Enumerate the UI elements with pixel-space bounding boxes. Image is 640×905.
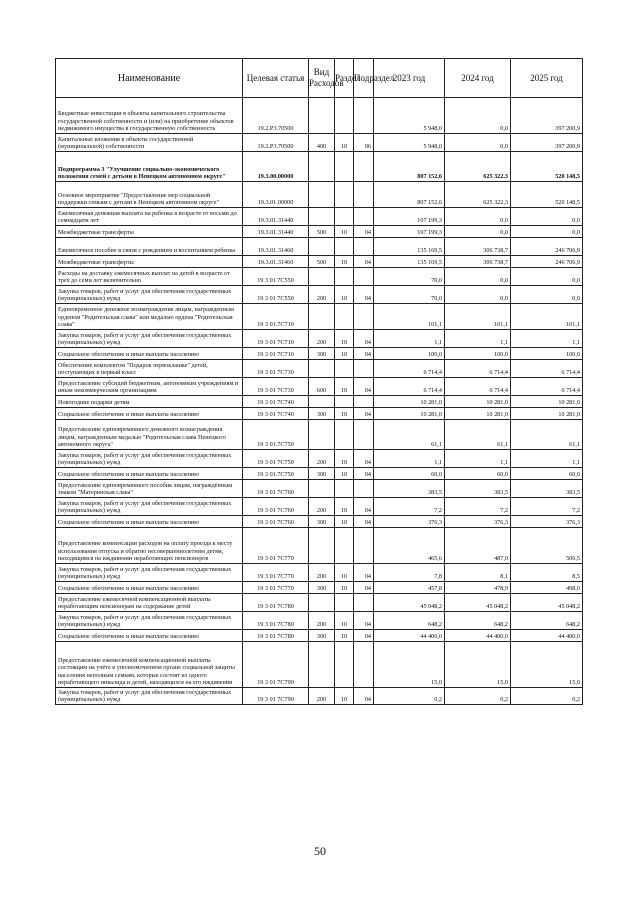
table-row <box>56 516 583 528</box>
cell-subsection: 04 <box>354 630 374 642</box>
cell-y2024: 487,0 <box>445 528 511 564</box>
cell-y2023: 807 152,6 <box>374 152 445 182</box>
cell-target: 19 3 01 7C550 <box>243 286 309 304</box>
cell-y2025: 520 148,5 <box>511 182 583 208</box>
cell-subsection <box>354 480 374 498</box>
cell-y2023: 101,1 <box>374 304 445 330</box>
cell-section <box>335 268 354 286</box>
cell-target: 19.3.01.00000 <box>243 182 309 208</box>
cell-target: 19 3 01 7C760 <box>243 480 309 498</box>
cell-subsection <box>354 396 374 408</box>
cell-y2023: 44 400,0 <box>374 630 445 642</box>
cell-subsection: 04 <box>354 582 374 594</box>
cell-type <box>309 208 335 226</box>
table-row <box>56 408 583 420</box>
cell-name: Новогодние подарки детям <box>56 396 243 408</box>
table-row <box>56 256 583 268</box>
cell-type <box>309 480 335 498</box>
cell-name: Закупка товаров, работ и услуг для обеспечения государственных (муниципальных) нужд <box>56 450 243 468</box>
cell-section <box>335 238 354 256</box>
cell-type <box>309 420 335 450</box>
cell-subsection <box>354 528 374 564</box>
cell-y2025: 397 200,9 <box>511 98 583 134</box>
cell-subsection: 04 <box>354 468 374 480</box>
cell-y2025: 15,0 <box>511 642 583 688</box>
cell-subsection <box>354 420 374 450</box>
cell-section <box>335 360 354 378</box>
cell-section: 10 <box>335 612 354 630</box>
cell-section: 10 <box>335 498 354 516</box>
cell-y2024: 306 738,7 <box>445 238 511 256</box>
cell-name: Основное мероприятие "Предоставление мер социальной поддержки семьям с детьми в Ненецком автономном округе" <box>56 182 243 208</box>
cell-section <box>335 208 354 226</box>
cell-name: Закупка товаров, работ и услуг для обеспечения государственных (муниципальных) нужд <box>56 564 243 582</box>
cell-name: Подпрограмма 3 "Улучшение социально-экономического положения семей с детьми в Ненецком автономном округе" <box>56 152 243 182</box>
cell-type <box>309 304 335 330</box>
cell-y2024: 100,0 <box>445 348 511 360</box>
cell-section: 10 <box>335 516 354 528</box>
cell-y2023: 1,1 <box>374 450 445 468</box>
cell-section: 10 <box>335 330 354 348</box>
cell-type: 300 <box>309 468 335 480</box>
cell-y2023: 45 048,2 <box>374 594 445 612</box>
table-row <box>56 134 583 152</box>
cell-target: 19 3 01 7C770 <box>243 564 309 582</box>
table-row <box>56 360 583 378</box>
cell-name: Закупка товаров, работ и услуг для обеспечения государственных (муниципальных) нужд <box>56 286 243 304</box>
cell-type <box>309 98 335 134</box>
cell-y2025: 44 400,0 <box>511 630 583 642</box>
cell-y2024: 61,1 <box>445 420 511 450</box>
cell-y2025: 10 281,0 <box>511 408 583 420</box>
table-row <box>56 238 583 256</box>
cell-y2024: 478,9 <box>445 582 511 594</box>
cell-subsection: 04 <box>354 286 374 304</box>
cell-type <box>309 642 335 688</box>
cell-name: Закупка товаров, работ и услуг для обеспечения государственных (муниципальных) нужд <box>56 612 243 630</box>
cell-name: Расходы на доставку ежемесячных выплат на детей в возрасте от трех до семи лет включительно <box>56 268 243 286</box>
table-row <box>56 468 583 480</box>
cell-y2025: 45 048,2 <box>511 594 583 612</box>
cell-y2024: 0,0 <box>445 208 511 226</box>
cell-type: 400 <box>309 134 335 152</box>
cell-name: Предоставление единовременного пособия лицам, награждённым знаком "Материнская слава" <box>56 480 243 498</box>
cell-y2025: 10 281,0 <box>511 396 583 408</box>
cell-section <box>335 182 354 208</box>
cell-name: Социальное обеспечение и иные выплаты населению <box>56 630 243 642</box>
cell-target: 19 3 01 7C710 <box>243 348 309 360</box>
cell-name: Предоставление компенсации расходов на оплату проезда к месту использования отпуска и обратно несовершеннолетним детям, находящимся на иждивении неработающих пенсионеров <box>56 528 243 564</box>
table-row <box>56 612 583 630</box>
cell-subsection: 06 <box>354 134 374 152</box>
cell-y2023: 70,0 <box>374 268 445 286</box>
cell-subsection <box>354 304 374 330</box>
cell-y2025: 0,2 <box>511 688 583 705</box>
cell-target: 19.3.01.31440 <box>243 208 309 226</box>
table-row <box>56 330 583 348</box>
header-2023: 2023 год <box>374 59 445 98</box>
cell-y2024: 625 322,3 <box>445 182 511 208</box>
cell-y2025: 246 706,9 <box>511 256 583 268</box>
table-row <box>56 688 583 705</box>
cell-name: Бюджетные инвестиции в объекты капитального строительства государственной собственности и (или) на приобретение объектов недвижимого имущества в государственную собственность <box>56 98 243 134</box>
cell-subsection: 04 <box>354 330 374 348</box>
cell-section: 10 <box>335 134 354 152</box>
cell-section <box>335 594 354 612</box>
cell-subsection: 04 <box>354 688 374 705</box>
cell-section: 10 <box>335 450 354 468</box>
cell-subsection: 04 <box>354 378 374 396</box>
cell-type: 200 <box>309 612 335 630</box>
cell-type: 300 <box>309 582 335 594</box>
cell-subsection <box>354 182 374 208</box>
cell-y2025: 60,0 <box>511 468 583 480</box>
cell-y2024: 45 048,2 <box>445 594 511 612</box>
cell-section <box>335 98 354 134</box>
cell-name: Закупка товаров, работ и услуг для обеспечения государственных (муниципальных) нужд <box>56 498 243 516</box>
cell-subsection: 04 <box>354 498 374 516</box>
cell-section: 10 <box>335 408 354 420</box>
cell-y2025: 6 714,4 <box>511 360 583 378</box>
cell-y2024: 44 400,0 <box>445 630 511 642</box>
cell-name: Социальное обеспечение и иные выплаты населению <box>56 582 243 594</box>
table-row <box>56 642 583 688</box>
cell-name: Предоставление ежемесячной компенсационной выплаты состоящим на учёте в уполномоченном органе социальной защиты населения неполным семьям, которые состоят из одного неработающего инвалида и детей, находящихся на его иждивении <box>56 642 243 688</box>
cell-y2024: 1,1 <box>445 330 511 348</box>
cell-section <box>335 480 354 498</box>
cell-y2023: 648,2 <box>374 612 445 630</box>
cell-y2023: 15,0 <box>374 642 445 688</box>
cell-y2025: 100,0 <box>511 348 583 360</box>
table-body <box>56 98 583 705</box>
cell-y2024: 0,0 <box>445 98 511 134</box>
table-row <box>56 396 583 408</box>
cell-y2023: 457,8 <box>374 582 445 594</box>
cell-section: 10 <box>335 564 354 582</box>
cell-target: 19.3.01.31440 <box>243 226 309 238</box>
cell-target: 19 3 01 7C790 <box>243 688 309 705</box>
cell-subsection: 04 <box>354 516 374 528</box>
cell-type: 300 <box>309 348 335 360</box>
cell-target: 19 3 01 7C750 <box>243 450 309 468</box>
cell-name: Социальное обеспечение и иные выплаты населению <box>56 348 243 360</box>
cell-target: 19 3 01.7C710 <box>243 304 309 330</box>
table-row <box>56 498 583 516</box>
cell-section <box>335 396 354 408</box>
table-row <box>56 582 583 594</box>
cell-y2023: 6 714,4 <box>374 360 445 378</box>
cell-target: 19 3 01 7C740 <box>243 408 309 420</box>
cell-subsection <box>354 238 374 256</box>
table-row <box>56 564 583 582</box>
cell-section: 10 <box>335 348 354 360</box>
cell-target: 19 3 01.7C750 <box>243 468 309 480</box>
cell-subsection: 04 <box>354 226 374 238</box>
cell-type: 300 <box>309 630 335 642</box>
cell-type: 300 <box>309 516 335 528</box>
cell-y2025: 61,1 <box>511 420 583 450</box>
table-row <box>56 630 583 642</box>
cell-section <box>335 152 354 182</box>
cell-y2024: 383,5 <box>445 480 511 498</box>
cell-section <box>335 420 354 450</box>
cell-subsection <box>354 268 374 286</box>
cell-section: 10 <box>335 378 354 396</box>
cell-y2025: 101,1 <box>511 304 583 330</box>
cell-y2025: 648,2 <box>511 612 583 630</box>
cell-subsection: 04 <box>354 408 374 420</box>
table-row <box>56 98 583 134</box>
cell-subsection: 04 <box>354 450 374 468</box>
cell-y2024: 6 714,4 <box>445 378 511 396</box>
cell-section <box>335 642 354 688</box>
cell-y2024: 306 738,7 <box>445 256 511 268</box>
cell-target: 19 3 01 7C740 <box>243 396 309 408</box>
cell-subsection <box>354 208 374 226</box>
cell-y2024: 0,0 <box>445 286 511 304</box>
cell-section <box>335 528 354 564</box>
cell-target: 19 3 01 7C780 <box>243 594 309 612</box>
page-number: 50 <box>314 844 326 858</box>
table-row <box>56 268 583 286</box>
cell-y2025: 506,5 <box>511 528 583 564</box>
cell-y2025: 376,3 <box>511 516 583 528</box>
table-row <box>56 182 583 208</box>
cell-y2023: 10 281,0 <box>374 408 445 420</box>
cell-y2023: 1,1 <box>374 330 445 348</box>
cell-target: 19 3 01 7C730 <box>243 378 309 396</box>
cell-type: 600 <box>309 378 335 396</box>
header-name: Наименование <box>56 59 243 98</box>
cell-type: 300 <box>309 408 335 420</box>
cell-type <box>309 396 335 408</box>
cell-name: Предоставление единовременного денежного вознаграждения лицам, награжденным медалью "Родительская слава Ненецкого автономного округа" <box>56 420 243 450</box>
cell-type: 500 <box>309 256 335 268</box>
cell-type <box>309 360 335 378</box>
cell-y2025: 0,0 <box>511 268 583 286</box>
document-page <box>55 58 582 705</box>
cell-target: 19 3 01 7C770 <box>243 528 309 564</box>
cell-y2024: 8,1 <box>445 564 511 582</box>
cell-target: 19 3 01 7C710 <box>243 330 309 348</box>
cell-name: Межбюджетные трансферты <box>56 256 243 268</box>
cell-subsection: 04 <box>354 348 374 360</box>
cell-target: 19.3.00.00000 <box>243 152 309 182</box>
table-row <box>56 304 583 330</box>
cell-type: 200 <box>309 450 335 468</box>
cell-type <box>309 594 335 612</box>
table-row <box>56 348 583 360</box>
cell-name: Предоставление ежемесячной компенсационной выплаты неработающим пенсионерам на содержание детей <box>56 594 243 612</box>
cell-target: 19.2.P3.70500 <box>243 134 309 152</box>
cell-y2024: 0,2 <box>445 688 511 705</box>
cell-y2025: 7,2 <box>511 498 583 516</box>
cell-y2023: 383,5 <box>374 480 445 498</box>
cell-section: 10 <box>335 256 354 268</box>
table-row <box>56 226 583 238</box>
cell-name: Социальное обеспечение и иные выплаты населению <box>56 408 243 420</box>
cell-y2023: 60,0 <box>374 468 445 480</box>
budget-table <box>55 58 583 705</box>
cell-y2024: 0,0 <box>445 226 511 238</box>
table-row <box>56 152 583 182</box>
cell-y2024: 15,0 <box>445 642 511 688</box>
cell-y2025: 1,1 <box>511 330 583 348</box>
cell-y2023: 100,0 <box>374 348 445 360</box>
cell-y2023: 465,6 <box>374 528 445 564</box>
cell-section: 10 <box>335 286 354 304</box>
cell-section: 10 <box>335 630 354 642</box>
cell-type: 200 <box>309 688 335 705</box>
cell-name: Закупка товаров, работ и услуг для обеспечения государственных (муниципальных) нужд <box>56 688 243 705</box>
cell-subsection: 04 <box>354 564 374 582</box>
table-row <box>56 378 583 396</box>
cell-y2025: 383,5 <box>511 480 583 498</box>
cell-type <box>309 182 335 208</box>
cell-name: Единовременное денежное вознаграждение лицам, награжденным орденом "Родительская слава" или медалью ордена "Родительская слава" <box>56 304 243 330</box>
cell-target: 19 3 01 7C780 <box>243 630 309 642</box>
table-row <box>56 208 583 226</box>
cell-y2024: 648,2 <box>445 612 511 630</box>
cell-y2024: 10 281,0 <box>445 408 511 420</box>
cell-y2024: 0,0 <box>445 268 511 286</box>
cell-y2024: 625 322,3 <box>445 152 511 182</box>
cell-type: 200 <box>309 564 335 582</box>
cell-subsection <box>354 152 374 182</box>
cell-subsection <box>354 360 374 378</box>
cell-y2025: 397 200,9 <box>511 134 583 152</box>
cell-y2023: 7,8 <box>374 564 445 582</box>
cell-target: 19 3 01 7C730 <box>243 360 309 378</box>
cell-section: 10 <box>335 688 354 705</box>
cell-target: 19 3 01 7C550 <box>243 268 309 286</box>
cell-subsection: 04 <box>354 612 374 630</box>
cell-y2023: 107 199,3 <box>374 208 445 226</box>
table-row <box>56 286 583 304</box>
cell-y2023: 7,2 <box>374 498 445 516</box>
cell-y2023: 807 152,6 <box>374 182 445 208</box>
cell-y2025: 0,0 <box>511 208 583 226</box>
cell-y2024: 60,0 <box>445 468 511 480</box>
cell-type: 200 <box>309 498 335 516</box>
cell-section <box>335 304 354 330</box>
cell-y2025: 520 148,5 <box>511 152 583 182</box>
cell-type <box>309 528 335 564</box>
header-target: Целевая статья <box>243 59 309 98</box>
cell-section: 10 <box>335 226 354 238</box>
cell-target: 19.2.P3.70500 <box>243 98 309 134</box>
cell-target: 19.3.01.31460 <box>243 238 309 256</box>
cell-y2023: 0,2 <box>374 688 445 705</box>
header-2024: 2024 год <box>445 59 511 98</box>
cell-subsection <box>354 98 374 134</box>
cell-subsection <box>354 642 374 688</box>
cell-name: Закупка товаров, работ и услуг для обеспечения государственных (муниципальных) нужд <box>56 330 243 348</box>
cell-type: 200 <box>309 330 335 348</box>
cell-name: Обеспечение комплектом "Подарок первоклашке" детей, поступающих в первый класс <box>56 360 243 378</box>
header-2025: 2025 год <box>511 59 583 98</box>
cell-y2025: 1,1 <box>511 450 583 468</box>
cell-subsection: 04 <box>354 256 374 268</box>
header-type: Вид Расходов <box>309 59 335 98</box>
cell-type <box>309 152 335 182</box>
cell-y2024: 1,1 <box>445 450 511 468</box>
cell-y2023: 70,0 <box>374 286 445 304</box>
cell-target: 19.3.01.31460 <box>243 256 309 268</box>
cell-name: Межбюджетные трансферты <box>56 226 243 238</box>
cell-name: Ежемесячное пособие в связи с рождением и воспитанием ребенка <box>56 238 243 256</box>
cell-type <box>309 238 335 256</box>
cell-y2025: 246 706,9 <box>511 238 583 256</box>
cell-subsection <box>354 594 374 612</box>
table-row <box>56 420 583 450</box>
cell-target: 19 3 01 7C770 <box>243 582 309 594</box>
cell-y2024: 101,1 <box>445 304 511 330</box>
cell-target: 19 3 01 7C760 <box>243 516 309 528</box>
cell-type <box>309 268 335 286</box>
cell-y2025: 0,0 <box>511 286 583 304</box>
cell-y2025: 8,5 <box>511 564 583 582</box>
cell-name: Социальное обеспечение и иные выплаты населению <box>56 468 243 480</box>
cell-name: Капитальные вложения в объекты государственной (муниципальной) собственности <box>56 134 243 152</box>
cell-target: 19 3 01 7C780 <box>243 612 309 630</box>
cell-y2025: 0,0 <box>511 226 583 238</box>
cell-target: 19 3 01 7C790 <box>243 642 309 688</box>
cell-type: 500 <box>309 226 335 238</box>
cell-y2024: 10 281,0 <box>445 396 511 408</box>
cell-y2023: 6 714,4 <box>374 378 445 396</box>
table-row <box>56 480 583 498</box>
cell-name: Социальное обеспечение и иные выплаты населению <box>56 516 243 528</box>
cell-target: 19 3 01.7C750 <box>243 420 309 450</box>
cell-y2025: 6 714,4 <box>511 378 583 396</box>
cell-y2024: 376,3 <box>445 516 511 528</box>
cell-y2023: 61,1 <box>374 420 445 450</box>
cell-y2023: 135 169,5 <box>374 256 445 268</box>
cell-y2023: 10 281,0 <box>374 396 445 408</box>
cell-y2025: 498,0 <box>511 582 583 594</box>
cell-y2023: 107 199,3 <box>374 226 445 238</box>
table-row <box>56 594 583 612</box>
cell-y2023: 135 169,5 <box>374 238 445 256</box>
cell-y2024: 6 714,4 <box>445 360 511 378</box>
cell-y2024: 0,0 <box>445 134 511 152</box>
cell-section: 10 <box>335 468 354 480</box>
table-header-row <box>56 59 583 98</box>
table-row <box>56 528 583 564</box>
cell-section: 10 <box>335 582 354 594</box>
cell-y2023: 376,3 <box>374 516 445 528</box>
cell-name: Ежемесячная денежная выплата на ребенка в возрасте от восьми до семнадцати лет <box>56 208 243 226</box>
cell-type: 200 <box>309 286 335 304</box>
header-subsection: Подраздел <box>354 59 374 98</box>
cell-y2024: 7,2 <box>445 498 511 516</box>
cell-y2023: 5 948,0 <box>374 134 445 152</box>
cell-target: 19 3 01 7C760 <box>243 498 309 516</box>
cell-y2023: 5 948,0 <box>374 98 445 134</box>
table-row <box>56 450 583 468</box>
header-section: Раздел <box>335 59 354 98</box>
cell-name: Предоставление субсидий бюджетным, автономным учреждениям и иным некоммерческим организациям <box>56 378 243 396</box>
